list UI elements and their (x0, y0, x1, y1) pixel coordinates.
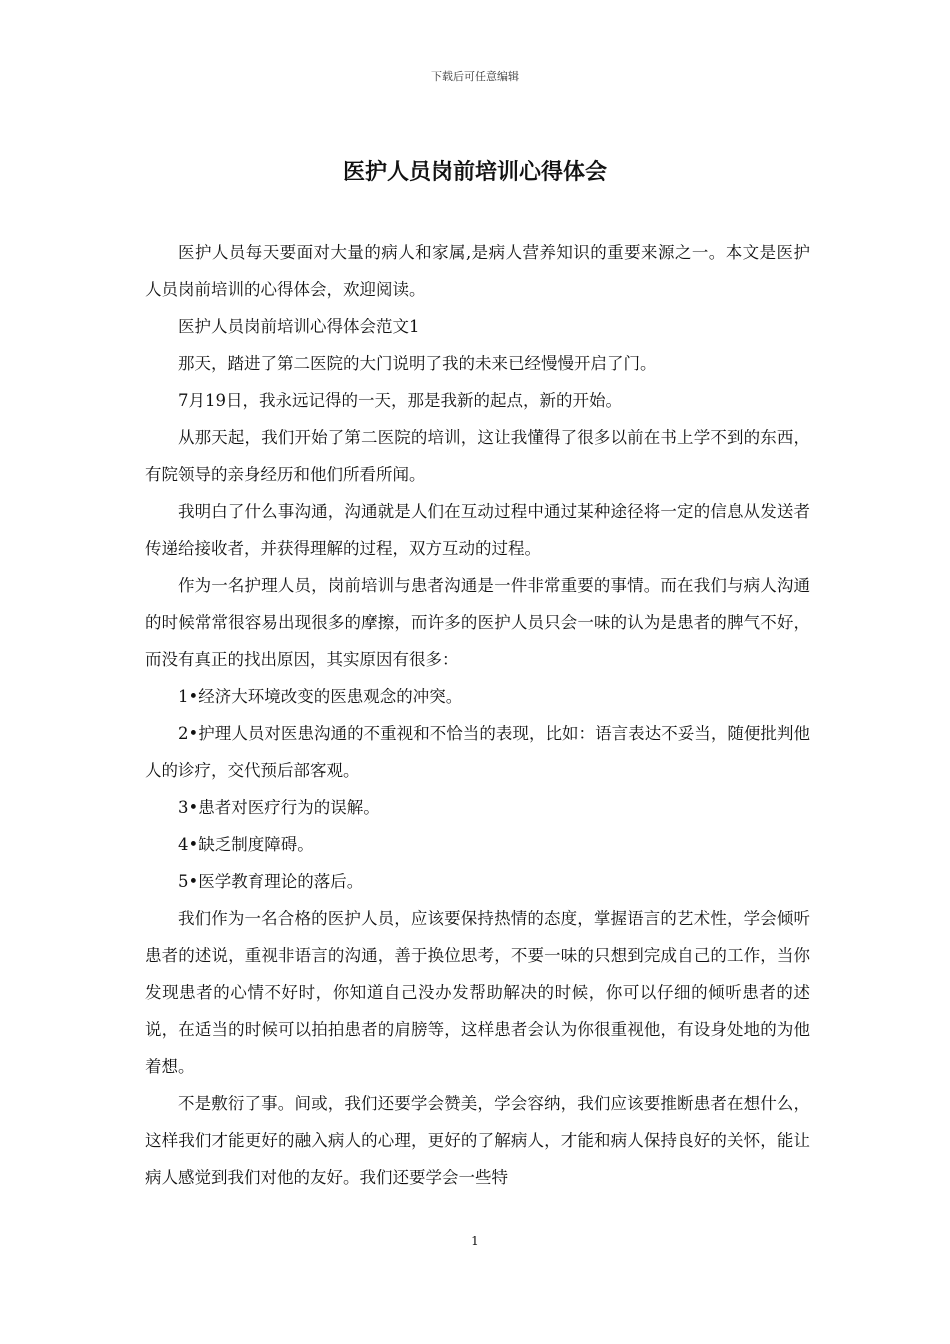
list-item: 2•护理人员对医患沟通的不重视和不恰当的表现，比如：语言表达不妥当，随便批判他人的诊疗，交代预后部客观。 (145, 724, 810, 780)
paragraph: 我们作为一名合格的医护人员，应该要保持热情的态度，掌握语言的艺术性，学会倾听患者的述说，重视非语言的沟通，善于换位思考，不要一味的只想到完成自己的工作，当你发现患者的心情不好时，你知道自己没办发帮助解决的时候，你可以仔细的倾听患者的述说，在适当的时候可以拍拍患者的肩膀等，这样患者会认为你很重视他，有设身处地的为他着想。 (145, 909, 810, 1076)
page-number: 1 (471, 1234, 479, 1248)
paragraph: 从那天起，我们开始了第二医院的培训，这让我懂得了很多以前在书上学不到的东西，有院领导的亲身经历和他们所看所闻。 (145, 428, 810, 484)
document-body (145, 234, 810, 1196)
list-item: 4•缺乏制度障碍。 (178, 835, 314, 854)
list-item: 1•经济大环境改变的医患观念的冲突。 (178, 687, 463, 706)
paragraph: 我明白了什么事沟通，沟通就是人们在互动过程中通过某种途径将一定的信息从发送者传递给接收者，并获得理解的过程，双方互动的过程。 (145, 502, 810, 558)
paragraph: 不是敷衍了事。间或，我们还要学会赞美，学会容纳，我们应该要推断患者在想什么，这样我们才能更好的融入病人的心理，更好的了解病人，才能和病人保持良好的关怀，能让病人感觉到我们对他的友好。我们还要学会一些特 (145, 1094, 810, 1187)
paragraph: 7月19日，我永远记得的一天，那是我新的起点，新的开始。 (178, 391, 622, 410)
paragraph: 作为一名护理人员，岗前培训与患者沟通是一件非常重要的事情。而在我们与病人沟通的时候常常很容易出现很多的摩擦，而许多的医护人员只会一味的认为是患者的脾气不好，而没有真正的找出原因，其实原因有很多： (145, 576, 810, 669)
paragraph-subheading: 医护人员岗前培训心得体会范文1 (178, 317, 420, 336)
paragraph-intro: 医护人员每天要面对大量的病人和家属,是病人营养知识的重要来源之一。本文是医护人员岗前培训的心得体会，欢迎阅读。 (145, 243, 810, 299)
page-header-note: 下载后可任意编辑 (431, 70, 519, 83)
paragraph: 那天，踏进了第二医院的大门说明了我的未来已经慢慢开启了门。 (178, 354, 657, 373)
document-title: 医护人员岗前培训心得体会 (342, 159, 607, 185)
list-item: 3•患者对医疗行为的误解。 (178, 798, 380, 817)
list-item: 5•医学教育理论的落后。 (178, 872, 364, 891)
